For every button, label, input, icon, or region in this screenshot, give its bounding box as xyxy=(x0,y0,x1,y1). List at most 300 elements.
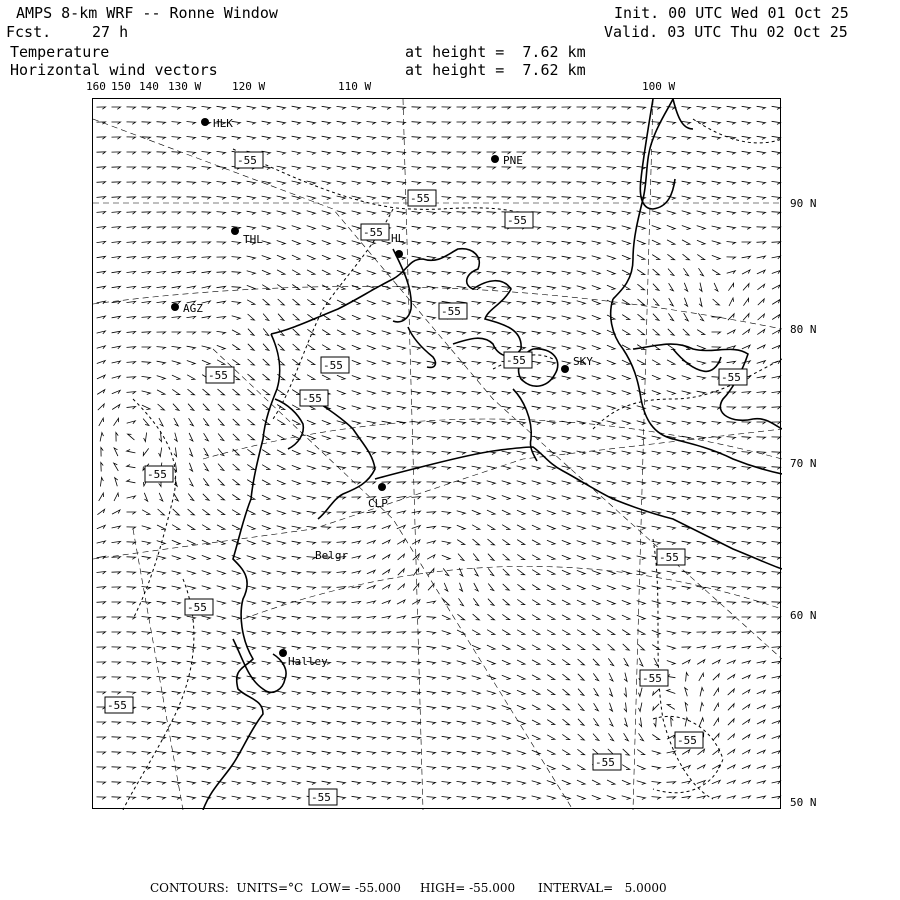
wind-vector xyxy=(247,751,256,754)
wind-vector xyxy=(622,167,631,170)
wind-vector xyxy=(187,332,196,334)
wind-vector xyxy=(232,272,241,275)
wind-vector xyxy=(547,540,555,544)
wind-vector xyxy=(457,646,465,650)
wind-vector xyxy=(412,797,421,800)
wind-vector xyxy=(307,211,316,215)
contour-label-text: -55 xyxy=(237,154,257,167)
wind-vector xyxy=(412,137,421,140)
wind-vector xyxy=(217,151,226,154)
wind-vector xyxy=(112,677,121,679)
wind-vector xyxy=(247,271,256,275)
wind-vector xyxy=(114,448,118,456)
station-hl-marker xyxy=(395,250,403,258)
wind-vector xyxy=(503,569,509,575)
wind-vector xyxy=(412,107,421,110)
wind-vector xyxy=(232,781,241,784)
wind-vector xyxy=(562,391,571,395)
wind-vector xyxy=(487,137,496,139)
wind-vector xyxy=(502,736,511,740)
wind-vector xyxy=(112,316,121,319)
wind-vector xyxy=(127,257,136,260)
wind-vector xyxy=(217,555,225,559)
wind-vector xyxy=(427,376,436,379)
wind-vector xyxy=(142,752,151,755)
wind-vector xyxy=(352,647,361,650)
wind-vector xyxy=(292,481,301,485)
wind-vector xyxy=(367,511,376,514)
wind-vector xyxy=(157,212,166,214)
wind-vector xyxy=(322,766,331,769)
wind-vector xyxy=(203,494,209,500)
wind-vector xyxy=(697,345,705,349)
wind-vector xyxy=(502,706,511,710)
wind-vector xyxy=(173,404,179,411)
wind-vector xyxy=(367,721,376,724)
wind-vector xyxy=(472,167,481,169)
wind-vector xyxy=(727,121,736,124)
wind-vector xyxy=(352,345,360,349)
wind-vector xyxy=(98,404,104,410)
wind-vector xyxy=(412,540,420,544)
wind-vector xyxy=(367,736,376,739)
wind-vector xyxy=(652,766,661,769)
contour-label-text: -55 xyxy=(208,369,228,382)
wind-vector xyxy=(352,796,361,799)
lon-label-120w: 120 W xyxy=(232,80,266,93)
wind-vector xyxy=(157,571,166,574)
wind-vector xyxy=(97,316,106,319)
wind-vector xyxy=(607,226,616,230)
wind-vector xyxy=(472,137,481,139)
wind-vector xyxy=(337,451,346,454)
wind-vector xyxy=(292,721,301,724)
wind-vector xyxy=(247,256,256,260)
wind-vector xyxy=(307,751,316,754)
wind-vector xyxy=(382,376,391,380)
wind-vector xyxy=(758,299,764,305)
wind-vector xyxy=(248,419,255,425)
wind-vector xyxy=(502,391,511,394)
wind-vector xyxy=(232,586,241,590)
wind-vector xyxy=(594,703,599,711)
wind-vector xyxy=(667,421,676,425)
wind-vector xyxy=(562,346,571,350)
wind-vector xyxy=(322,527,331,530)
wind-vector xyxy=(712,181,721,184)
wind-vector xyxy=(292,751,301,754)
wind-vector xyxy=(157,676,166,679)
wind-vector xyxy=(322,255,330,259)
wind-vector xyxy=(412,361,421,364)
wind-vector xyxy=(772,121,781,124)
wind-vector xyxy=(547,197,556,200)
wind-vector xyxy=(247,571,256,575)
wind-vector xyxy=(427,421,436,424)
wind-vector xyxy=(382,122,391,125)
wind-vector xyxy=(547,555,555,560)
wind-vector xyxy=(487,706,496,710)
wind-vector xyxy=(592,315,600,319)
wind-vector xyxy=(743,284,749,291)
wind-vector xyxy=(772,166,781,169)
wind-vector xyxy=(653,689,660,695)
wind-vector xyxy=(337,617,346,619)
wind-vector xyxy=(277,676,286,679)
wind-vector xyxy=(322,751,331,754)
wind-vector xyxy=(202,242,211,244)
wind-vector xyxy=(97,752,106,754)
wind-vector xyxy=(262,751,271,754)
wind-vector xyxy=(697,632,706,634)
wind-vector xyxy=(727,765,735,769)
temperature-height: at height = 7.62 km xyxy=(405,43,586,61)
wind-vector xyxy=(112,662,121,664)
wind-vector xyxy=(292,374,299,379)
wind-vector xyxy=(142,526,151,530)
wind-vector xyxy=(412,736,421,739)
wind-vector xyxy=(607,167,616,170)
wind-vector xyxy=(577,556,585,560)
wind-vector xyxy=(203,418,208,425)
wind-vector xyxy=(97,782,106,784)
wind-vector xyxy=(157,766,166,769)
wind-vector xyxy=(502,436,511,439)
station-halley-label: Halley xyxy=(288,655,328,668)
wind-vector xyxy=(577,376,586,380)
wind-vector xyxy=(187,646,196,649)
wind-vector xyxy=(187,346,196,349)
wind-vector xyxy=(457,331,466,334)
wind-vector xyxy=(143,419,149,426)
wind-vector xyxy=(712,151,721,154)
wind-vector xyxy=(307,466,316,470)
wind-vector xyxy=(742,675,750,679)
wind-vector xyxy=(292,796,301,799)
wind-vector xyxy=(562,734,569,739)
wind-vector xyxy=(187,316,196,319)
wind-vector xyxy=(652,466,661,469)
wind-vector xyxy=(562,451,571,455)
contour-labels xyxy=(105,152,747,805)
wind-vector xyxy=(622,765,630,770)
wind-vector xyxy=(397,452,406,455)
wind-vector xyxy=(667,360,675,365)
wind-vector xyxy=(517,751,526,755)
wind-vector xyxy=(712,317,721,320)
wind-vector xyxy=(232,616,241,620)
wind-vector xyxy=(712,765,720,769)
wind-vector xyxy=(127,377,136,379)
wind-vector xyxy=(592,481,601,485)
wind-vector xyxy=(757,392,766,395)
wind-vector xyxy=(684,313,689,321)
wind-vector xyxy=(547,346,556,349)
wind-vector xyxy=(682,765,690,768)
wind-vector xyxy=(502,107,511,109)
wind-vector xyxy=(157,525,165,530)
wind-vector xyxy=(562,750,570,755)
wind-vector xyxy=(112,361,121,364)
wind-vector xyxy=(127,587,136,590)
wind-vector xyxy=(458,554,464,561)
wind-vector xyxy=(292,226,301,230)
wind-vector xyxy=(562,286,571,290)
wind-vector xyxy=(697,226,706,230)
wind-vector xyxy=(97,707,106,709)
wind-vector xyxy=(397,721,406,724)
wind-vector xyxy=(637,226,646,230)
wind-vector xyxy=(367,346,375,350)
wind-vector xyxy=(532,690,540,695)
wind-vector xyxy=(772,315,780,320)
wind-vector xyxy=(442,452,451,455)
wind-vector xyxy=(367,482,376,484)
wind-vector xyxy=(532,781,541,785)
wind-vector xyxy=(397,122,406,125)
wind-vector xyxy=(292,616,301,619)
wind-vector xyxy=(742,661,751,664)
wind-vector xyxy=(442,182,451,185)
wind-vector xyxy=(772,602,781,605)
wind-vector xyxy=(742,136,751,139)
wind-vector xyxy=(337,315,345,320)
wind-vector xyxy=(712,332,721,334)
wind-vector xyxy=(100,478,103,487)
wind-vector xyxy=(307,631,316,634)
wind-vector xyxy=(592,107,601,109)
wind-vector xyxy=(727,211,736,214)
wind-vector xyxy=(685,718,688,727)
wind-vector xyxy=(712,241,721,245)
wind-vector xyxy=(397,211,406,214)
wind-vector xyxy=(263,344,269,351)
wind-vector xyxy=(487,331,496,334)
wind-vector xyxy=(112,137,121,139)
wind-vector xyxy=(697,181,706,184)
wind-vector xyxy=(217,766,226,769)
wind-vector xyxy=(277,405,285,410)
wind-vector xyxy=(742,329,749,334)
wind-vector xyxy=(322,121,331,124)
wind-vector xyxy=(277,631,286,634)
wind-vector xyxy=(202,152,211,155)
wind-vector xyxy=(547,765,555,769)
wind-vector xyxy=(652,240,660,245)
wind-vector xyxy=(352,482,361,485)
wind-vector xyxy=(682,240,690,245)
wind-vector xyxy=(699,718,703,726)
wind-vector xyxy=(367,452,376,455)
wind-vector xyxy=(502,197,511,200)
wind-vector xyxy=(292,691,301,694)
wind-vector xyxy=(757,542,766,545)
wind-vector xyxy=(487,766,496,769)
wind-vector xyxy=(727,407,736,409)
wind-vector xyxy=(742,452,751,455)
wind-vector xyxy=(757,151,766,154)
wind-vector xyxy=(157,137,166,140)
wind-vector xyxy=(307,646,316,649)
wind-vector xyxy=(352,360,360,364)
wind-vector xyxy=(277,435,285,440)
wind-vector xyxy=(218,419,224,426)
wind-vector xyxy=(218,494,225,500)
wind-vector xyxy=(697,541,706,544)
wind-vector xyxy=(112,390,120,393)
wind-vector xyxy=(772,467,781,470)
wind-vector xyxy=(502,331,511,334)
wind-vector xyxy=(157,167,166,170)
wind-vector xyxy=(412,616,421,619)
wind-vector xyxy=(142,242,151,245)
wind-vector xyxy=(172,540,180,544)
wind-vector xyxy=(457,421,466,424)
wind-vector xyxy=(622,330,630,335)
wind-vector xyxy=(684,298,687,306)
wind-vector xyxy=(592,541,601,545)
wind-vector xyxy=(592,122,601,124)
wind-vector xyxy=(742,345,750,349)
wind-vector xyxy=(757,329,764,334)
wind-vector xyxy=(637,240,645,244)
wind-vector xyxy=(307,572,316,575)
wind-vector xyxy=(772,227,781,229)
wind-vector xyxy=(127,301,136,304)
wind-vector xyxy=(697,765,705,769)
wind-vector xyxy=(202,661,211,664)
lon-label-140: 140 xyxy=(139,80,159,93)
wind-vector xyxy=(472,525,480,530)
wind-vector xyxy=(652,630,660,634)
wind-vector xyxy=(577,421,586,425)
wind-vector xyxy=(412,767,421,770)
wind-vector xyxy=(352,781,361,784)
wind-vector xyxy=(532,257,541,260)
wind-vector xyxy=(277,136,286,139)
wind-vector xyxy=(97,197,106,200)
wind-vector xyxy=(624,688,627,697)
wind-vector xyxy=(247,556,256,560)
wind-vector xyxy=(337,300,345,305)
wind-vector xyxy=(593,659,599,665)
wind-vector xyxy=(112,167,121,169)
wind-vector xyxy=(97,227,106,230)
wind-vector xyxy=(292,676,301,679)
wind-vector xyxy=(638,314,645,320)
wind-vector xyxy=(487,781,496,784)
wind-vector xyxy=(97,797,106,799)
wind-vector xyxy=(757,136,766,139)
wind-vector xyxy=(412,226,421,229)
wind-vector xyxy=(442,242,451,245)
wind-vector xyxy=(714,718,719,726)
wind-vector xyxy=(202,525,210,530)
wind-vector xyxy=(157,122,166,125)
wind-vector xyxy=(472,212,481,215)
wind-vector xyxy=(652,421,661,425)
wind-vector xyxy=(609,703,612,711)
wind-vector-field xyxy=(97,106,781,799)
wind-vector xyxy=(712,255,720,259)
contour-label-text: -55 xyxy=(507,214,527,227)
wind-vector xyxy=(367,271,376,275)
wind-vector xyxy=(757,690,765,693)
wind-vector xyxy=(307,344,314,349)
wind-vector xyxy=(382,256,391,260)
wind-vector xyxy=(218,404,224,410)
wind-vector xyxy=(398,584,405,590)
wind-vector xyxy=(398,554,405,560)
wind-vector xyxy=(712,211,721,214)
wind-vector xyxy=(322,736,331,739)
wind-vector xyxy=(157,751,166,754)
wind-vector xyxy=(622,241,631,245)
wind-vector xyxy=(532,600,540,605)
wind-vector xyxy=(442,271,451,274)
wind-vector xyxy=(532,406,541,409)
wind-vector xyxy=(189,478,193,486)
wind-vector xyxy=(562,540,570,544)
wind-vector xyxy=(337,196,346,200)
wind-vector xyxy=(502,660,510,664)
wind-vector xyxy=(517,496,525,500)
wind-vector xyxy=(652,255,660,260)
wind-vector xyxy=(668,329,674,335)
wind-vector xyxy=(157,286,166,289)
wind-vector xyxy=(502,272,511,275)
wind-vector xyxy=(742,166,751,169)
wind-vector xyxy=(232,691,241,694)
wind-vector xyxy=(172,766,181,769)
wind-vector xyxy=(592,795,600,799)
wind-vector xyxy=(682,660,690,664)
wind-vector xyxy=(293,314,300,320)
wind-vector xyxy=(727,346,736,349)
wind-vector xyxy=(639,733,644,740)
wind-vector xyxy=(547,675,555,680)
wind-vector xyxy=(367,361,376,365)
wind-vector xyxy=(472,331,481,334)
wind-vector xyxy=(232,661,241,665)
wind-vector xyxy=(772,736,781,739)
wind-vector xyxy=(637,781,646,785)
wind-vector xyxy=(112,242,121,245)
wind-vector xyxy=(502,781,511,784)
wind-vector xyxy=(592,780,600,785)
wind-vector xyxy=(577,511,586,515)
wind-vector xyxy=(187,242,196,244)
wind-vector xyxy=(397,181,406,184)
lon-label-160: 160 xyxy=(86,80,106,93)
wind-vector xyxy=(397,600,405,604)
contour-label-text: -55 xyxy=(311,791,331,804)
wind-vector xyxy=(292,285,299,290)
wind-vector xyxy=(547,167,556,169)
wind-vector xyxy=(682,586,691,589)
wind-vector xyxy=(712,196,721,199)
wind-vector xyxy=(653,299,659,306)
wind-vector xyxy=(337,345,345,350)
wind-vector xyxy=(577,212,586,215)
wind-vector xyxy=(307,526,316,529)
wind-vector xyxy=(232,796,241,799)
wind-vector xyxy=(174,448,177,457)
wind-vector xyxy=(547,466,556,470)
wind-vector xyxy=(517,554,524,559)
wind-vector xyxy=(172,137,181,140)
wind-vector xyxy=(532,481,541,485)
